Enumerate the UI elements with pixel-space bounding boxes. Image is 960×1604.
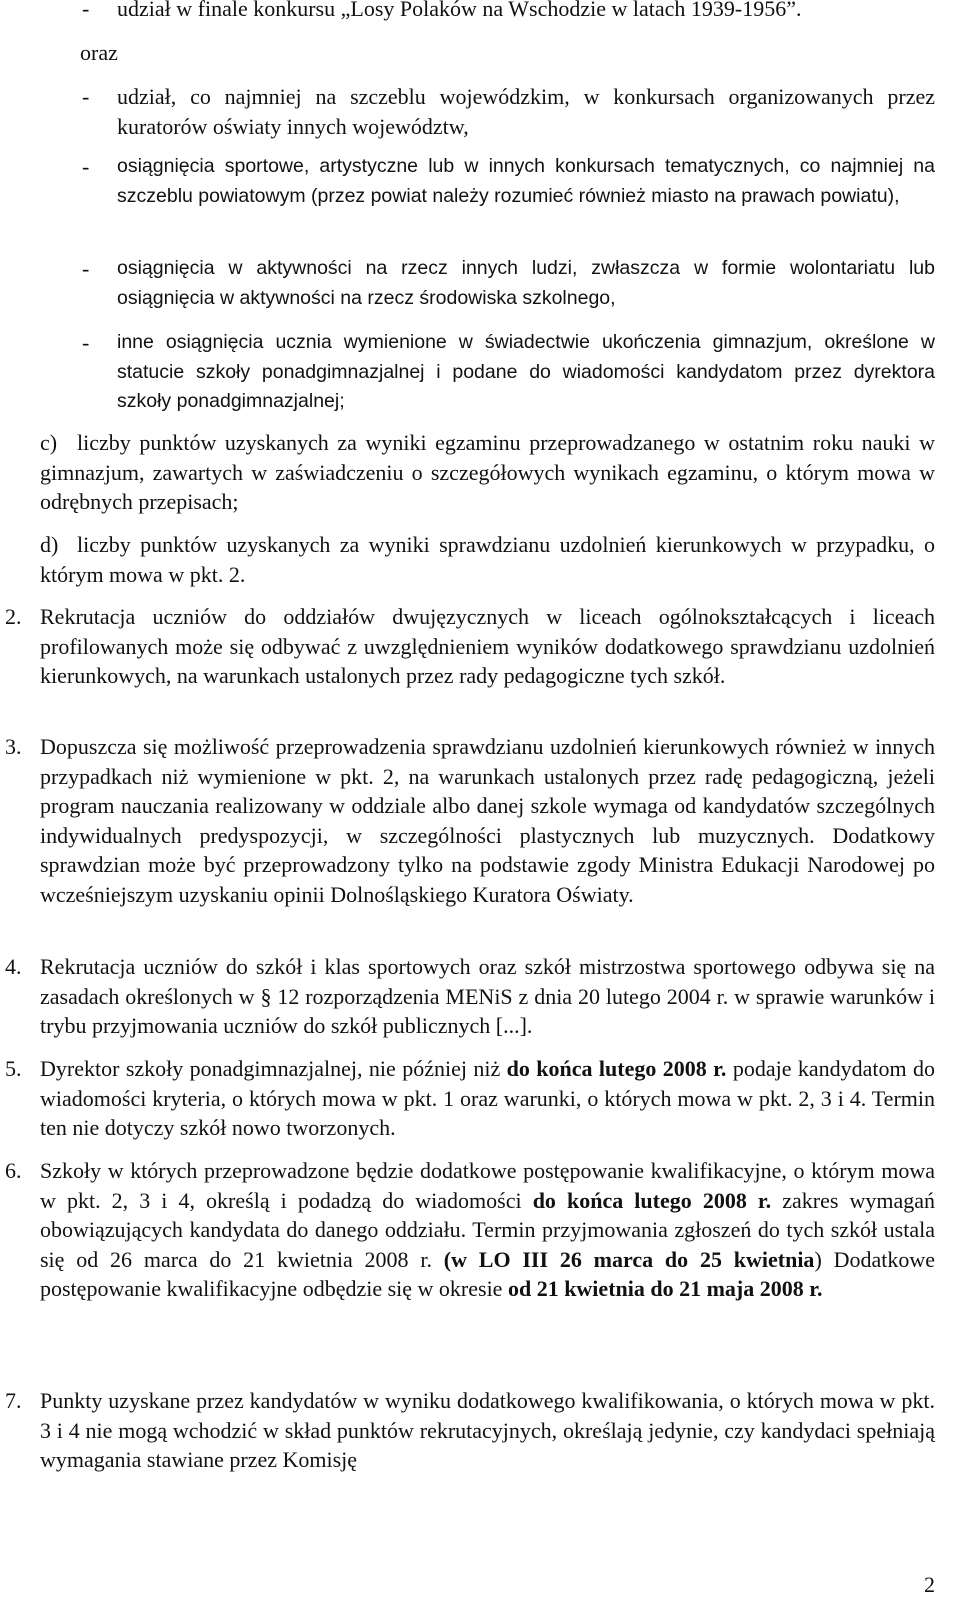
point-3-number: 3.: [5, 734, 22, 759]
point-6-text-c: ) Dodatkowe postępowanie kwalifikacyjne odbędzie się w okresie: [40, 1246, 935, 1301]
point-4-text: Rekrutacja uczniów do szkół i klas sportowych oraz szkół mistrzostwa sportowego odbywa się na zasadach określonych w § 12 rozporządzenia MENiS z dnia 20 lutego 2004 r. w sprawie warunków i trybu przyjmowania uczniów do szkół publicznych [...].: [40, 954, 935, 1038]
list-item-text: osiągnięcia w aktywności na rzecz innych ludzi, zwłaszcza w formie wolontariatu lub osiągnięcia w aktywności na rzecz środowiska szkolnego,: [117, 257, 935, 309]
list-item-text: udział w finale konkursu „Losy Polaków na Wschodzie w latach 1939-1956”.: [117, 0, 802, 21]
point-2-number: 2.: [5, 604, 22, 629]
point-2-text: Rekrutacja uczniów do oddziałów dwujęzycznych w liceach ogólnokształcących i liceach profilowanych może się odbywać z uwzględnieniem wyników dodatkowego sprawdzianu uzdolnień kierunkowych, na warunkach ustalonych przez rady pedagogiczne tych szkół.: [40, 604, 935, 688]
point-3-text: Dopuszcza się możliwość przeprowadzenia sprawdzianu uzdolnień kierunkowych również w innych przypadkach niż wymienione w pkt. 2, na warunkach ustalonych przez radę pedagogiczną, jeżeli program nauczania realizowany w oddziale albo danej szkole wymaga od kandydatów szczególnych indywidualnych predyspozycji, w szczególności plastycznych lub muzycznych. Dodatkowy sprawdzian może być przeprowadzony tylko na podstawie zgody Ministra Edukacji Narodowej po wcześniejszym uzyskaniu opinii Dolnośląskiego Kuratora Oświaty.: [40, 734, 935, 907]
point-7-text: Punkty uzyskane przez kandydatów w wyniku dodatkowego kwalifikowania, o których mowa w pkt. 3 i 4 nie mogą wchodzić w skład punktów rekrutacyjnych, określają jedynie, czy kandydaci spełniają wymagania stawiane przez Komisję: [40, 1388, 935, 1472]
point-6-bold-deadline: do końca lutego 2008 r.: [532, 1187, 772, 1213]
list-item-text: osiągnięcia sportowe, artystyczne lub w innych konkursach tematycznych, co najmniej na szczeblu powiatowym (przez powiat należy rozumieć również miasto na prawach powiatu),: [117, 155, 935, 207]
point-5-text-b: podaje kandydatom do wiadomości kryteria, o których mowa w pkt. 1 oraz warunki, o których mowa w pkt. 2, 3 i 4. Termin ten nie dotyczy szkół nowo tworzonych.: [40, 1056, 936, 1140]
oraz-label: oraz: [80, 40, 118, 65]
point-6-text: [40, 1156, 935, 1304]
item-d-label: d): [40, 532, 59, 557]
list-dash: -: [82, 0, 90, 21]
item-d-text: liczby punktów uzyskanych za wyniki sprawdzianu uzdolnień kierunkowych w przypadku, o którym mowa w pkt. 2.: [40, 532, 935, 587]
page-number: 2: [924, 1572, 935, 1597]
point-4-number: 4.: [5, 954, 22, 979]
point-7-number: 7.: [5, 1388, 22, 1413]
list-dash: -: [82, 330, 90, 355]
point-6-bold-period: od 21 kwietnia do 21 maja 2008 r.: [507, 1276, 823, 1301]
list-item-text: udział, co najmniej na szczeblu wojewódzkim, w konkursach organizowanych przez kuratorów oświaty innych województw,: [117, 84, 935, 139]
item-c-label: c): [40, 430, 58, 455]
point-5-text: [40, 1054, 935, 1143]
point-6-text-a: Szkoły w których przeprowadzone będzie dodatkowe postępowanie kwalifikacyjne, o którym mowa w pkt. 2, 3 i 4, określą i podadzą do wiadomości: [40, 1158, 935, 1213]
point-6-text-b: zakres wymagań obowiązujących kandydata do danego oddziału. Termin przyjmowania zgłoszeń do tych szkół ustala się od 26 marca do 21 kwietnia 2008 r.: [40, 1187, 935, 1272]
item-c-text: liczby punktów uzyskanych za wyniki egzaminu przeprowadzanego w ostatnim roku nauki w gimnazjum, zawartych w zaświadczeniu o szczegółowych wynikach egzaminu, o którym mowa w odrębnych przepisach;: [40, 430, 935, 514]
point-5-number: 5.: [5, 1056, 22, 1081]
list-dash: -: [82, 84, 90, 109]
point-5-text-a: Dyrektor szkoły ponadgimnazjalnej, nie później niż: [40, 1056, 507, 1081]
list-item-text: inne osiągnięcia ucznia wymienione w świadectwie ukończenia gimnazjum, określone w statucie szkoły ponadgimnazjalnej i podane do wiadomości kandydatom przez dyrektora szkoły ponadgimnazjalnej;: [117, 331, 935, 412]
list-dash: -: [82, 154, 90, 179]
list-dash: -: [82, 256, 90, 281]
point-6-number: 6.: [5, 1158, 22, 1183]
point-6-bold-lo3: (w LO III 26 marca do 25 kwietnia: [443, 1246, 815, 1272]
point-5-bold-deadline: do końca lutego 2008 r.: [506, 1056, 727, 1081]
